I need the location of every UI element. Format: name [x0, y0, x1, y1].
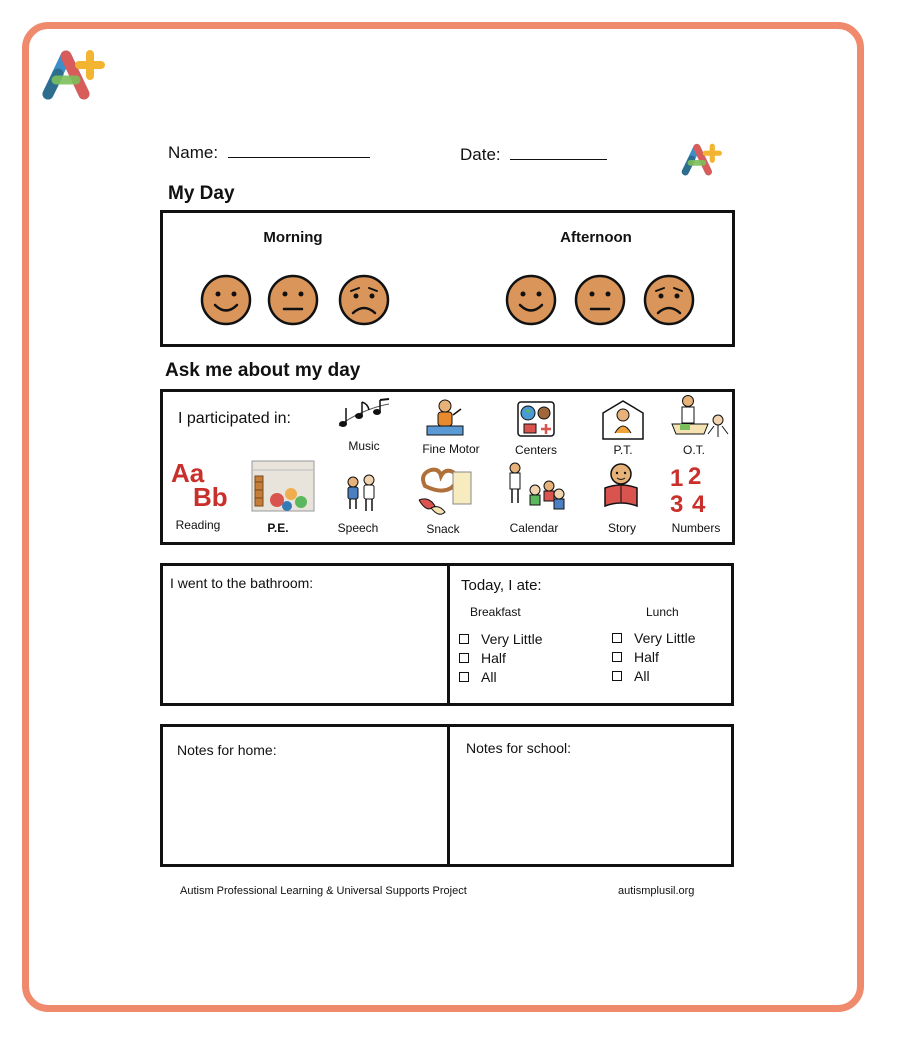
activity-label: Fine Motor: [422, 442, 480, 456]
notes-box: [160, 724, 734, 867]
activity-label: Centers: [514, 443, 558, 457]
name-line[interactable]: [228, 143, 370, 158]
lunch-option-very-little[interactable]: Very Little: [612, 630, 695, 646]
activities-box: [160, 389, 735, 545]
activity-label: Music: [348, 439, 380, 453]
svg-text:Aa: Aa: [171, 458, 205, 488]
date-label: Date:: [460, 145, 501, 164]
numbers-icon[interactable]: [668, 462, 718, 516]
activity-label: Speech: [337, 521, 379, 535]
name-label: Name:: [168, 143, 219, 162]
svg-text:Bb: Bb: [193, 482, 228, 510]
svg-text:1: 1: [670, 465, 684, 492]
morning-label: Morning: [263, 229, 323, 246]
lunch-option-half[interactable]: Half: [612, 649, 659, 665]
centers-icon[interactable]: [516, 400, 556, 440]
checkbox[interactable]: [612, 652, 622, 662]
date-field: [460, 145, 607, 165]
ask-title: Ask me about my day: [165, 360, 361, 381]
music-notes-icon[interactable]: [335, 398, 393, 432]
checkbox[interactable]: [459, 672, 469, 682]
ate-label: Today, I ate:: [461, 577, 542, 594]
snack-icon[interactable]: [417, 464, 479, 520]
participated-label: I participated in:: [178, 410, 291, 427]
checkbox[interactable]: [459, 634, 469, 644]
pe-icon[interactable]: [251, 460, 315, 512]
activity-label: Calendar: [509, 521, 559, 535]
autism-plus-small-logo: [680, 141, 724, 177]
notes-home-label: Notes for home:: [177, 742, 277, 758]
story-icon[interactable]: [601, 462, 641, 514]
activity-label: Snack: [426, 522, 460, 536]
breakfast-option-very-little[interactable]: Very Little: [459, 631, 542, 647]
notes-school-label: Notes for school:: [466, 740, 572, 756]
breakfast-label: Breakfast: [470, 605, 521, 619]
reading-icon[interactable]: [169, 458, 231, 510]
neutral-face-icon[interactable]: [267, 274, 319, 326]
sad-face-icon[interactable]: [338, 274, 390, 326]
lunch-label: Lunch: [646, 605, 679, 619]
fine-motor-icon[interactable]: [425, 397, 465, 439]
my-day-title: My Day: [168, 183, 235, 204]
svg-text:3: 3: [670, 491, 684, 516]
divider: [447, 724, 450, 867]
checkbox[interactable]: [459, 653, 469, 663]
activity-label: Story: [607, 521, 636, 535]
lunch-option-all[interactable]: All: [612, 668, 650, 684]
ot-icon[interactable]: [668, 394, 730, 446]
divider: [447, 563, 450, 706]
autism-plus-logo: [42, 46, 106, 102]
breakfast-option-all[interactable]: All: [459, 669, 497, 685]
footer-website[interactable]: autismplusil.org: [618, 885, 695, 897]
activity-label: Numbers: [671, 521, 721, 535]
bathroom-label: I went to the bathroom:: [170, 575, 314, 591]
date-line[interactable]: [510, 145, 607, 160]
sad-face-icon[interactable]: [643, 274, 695, 326]
footer-project: Autism Professional Learning & Universal Supports Project: [180, 885, 467, 897]
neutral-face-icon[interactable]: [574, 274, 626, 326]
activity-label: Reading: [175, 518, 221, 532]
checkbox[interactable]: [612, 633, 622, 643]
svg-text:2: 2: [688, 463, 702, 490]
my-day-box: [160, 210, 735, 347]
activity-label: O.T.: [682, 443, 705, 457]
pt-icon[interactable]: [601, 399, 645, 441]
afternoon-label: Afternoon: [560, 229, 632, 246]
name-field: [168, 143, 370, 163]
calendar-icon[interactable]: [505, 462, 567, 512]
breakfast-option-half[interactable]: Half: [459, 650, 506, 666]
activity-label: P.E.: [267, 521, 289, 535]
happy-face-icon[interactable]: [505, 274, 557, 326]
checkbox[interactable]: [612, 671, 622, 681]
svg-text:4: 4: [692, 491, 706, 516]
speech-icon[interactable]: [341, 474, 381, 514]
bathroom-ate-box: [160, 563, 734, 706]
happy-face-icon[interactable]: [200, 274, 252, 326]
activity-label: P.T.: [613, 443, 633, 457]
